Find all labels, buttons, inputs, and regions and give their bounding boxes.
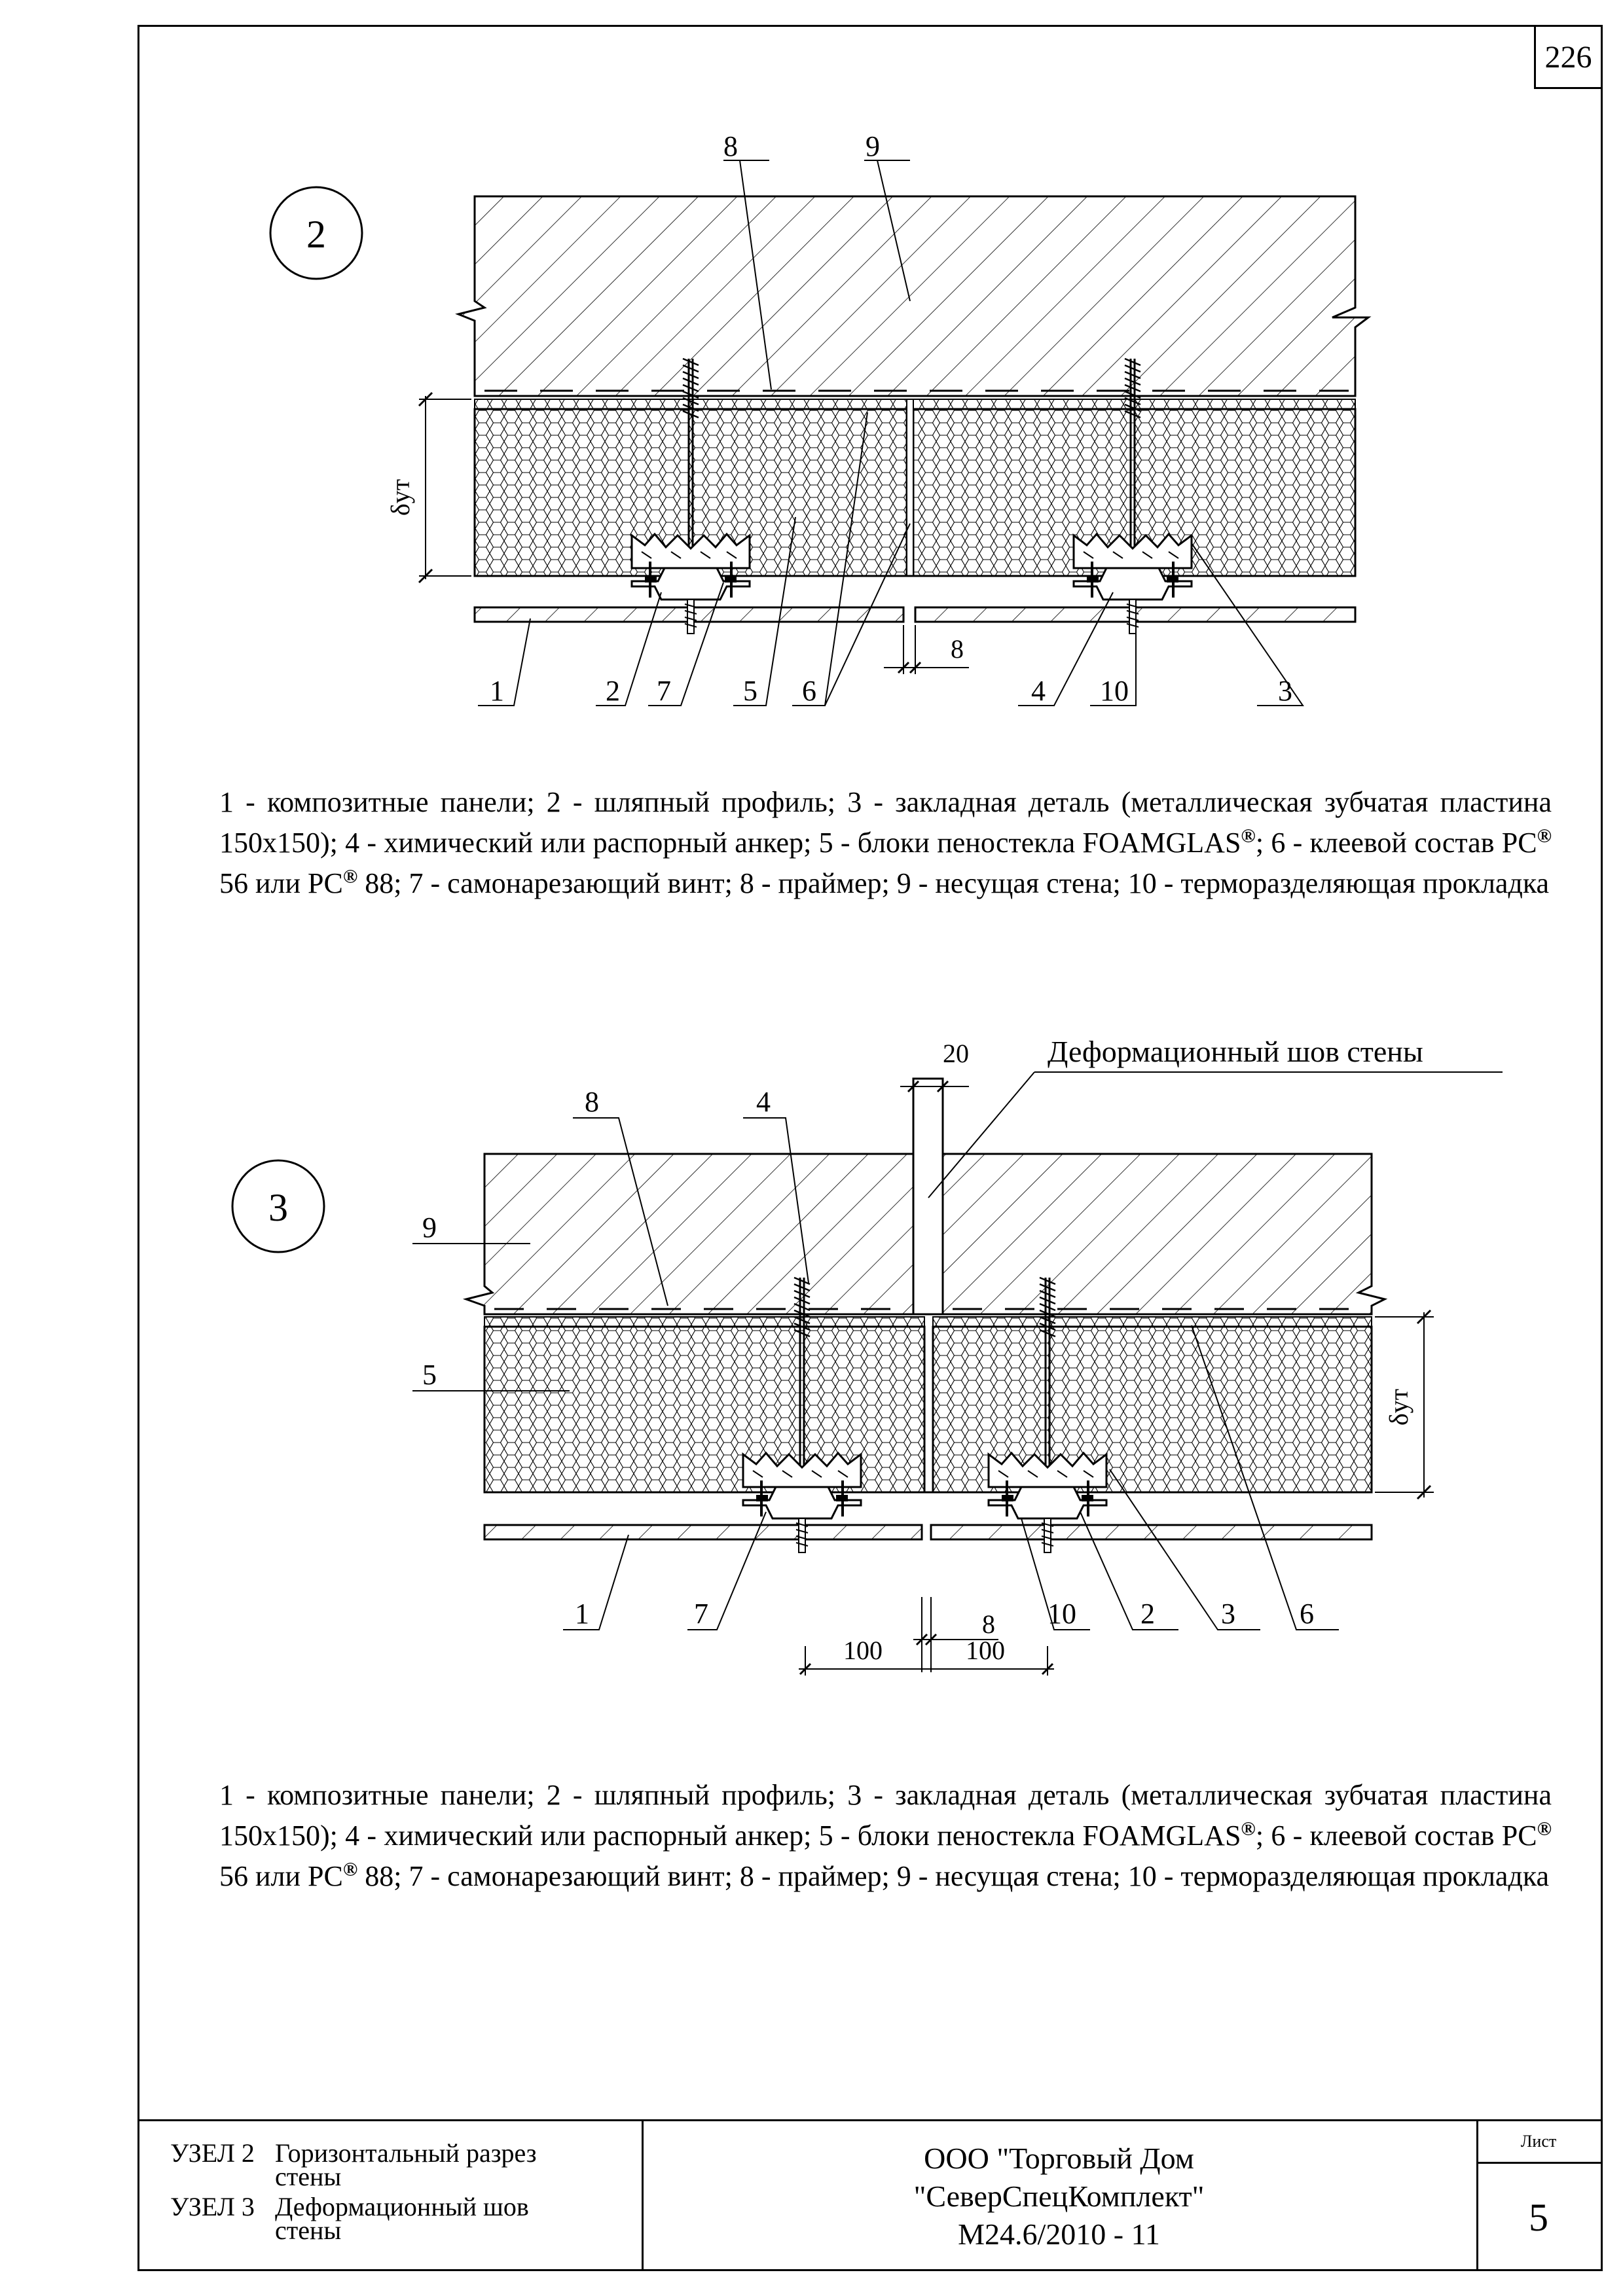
node3-section: [232, 1035, 1503, 1676]
node2-callout-8: 8: [723, 130, 738, 162]
node2-key: УЗЕЛ 2: [170, 2138, 255, 2168]
node3-callout-5: 5: [422, 1359, 437, 1391]
node3-composite-panel: [484, 1525, 922, 1539]
node2-callout-7: 7: [657, 675, 671, 707]
registered-mark: ®: [1241, 825, 1256, 847]
registered-mark: ®: [1537, 825, 1552, 847]
node2-callout-10: 10: [1100, 675, 1129, 707]
node2-title-a: Горизонтальный разрез: [275, 2138, 537, 2168]
node3-adhesive: [933, 1317, 1372, 1327]
node2-legend-part1: 1 - композитные панели; 2 - шляпный профиль; 3 - закладная деталь (металлическая зубчатая пластина 150х150); 4 - химический или распорный анкер; 5 - блоки пеностекла FOAMGLAS: [219, 786, 1552, 859]
node3-key: УЗЕЛ 3: [170, 2192, 255, 2221]
node2-legend-part4: 88; 7 - самонарезающий винт; 8 - праймер; 9 - несущая стена; 10 - терморазделяющая прокладка: [357, 867, 1550, 899]
node3-marker-label: 3: [268, 1186, 288, 1229]
registered-mark: ®: [1537, 1818, 1552, 1840]
node2-section: [270, 130, 1368, 707]
node2-legend-part3: 56 или PC: [219, 867, 343, 899]
node2-callout-3: 3: [1278, 675, 1292, 707]
node2-callout-2: 2: [606, 675, 620, 707]
node3-title-a: Деформационный шов: [275, 2192, 529, 2221]
node2-load-bearing-wall: [458, 196, 1368, 396]
node3-gap-label: 8: [982, 1609, 995, 1639]
node2-legend-part2: ; 6 - клеевой состав PC: [1255, 827, 1537, 859]
node3-callout-8: 8: [585, 1086, 599, 1118]
node3-legend: [219, 1775, 1552, 1897]
node2-callout-9: 9: [866, 130, 880, 162]
node2-callout-1: 1: [490, 675, 504, 707]
node2-block-joint: [907, 399, 913, 576]
document-code: М24.6/2010 - 11: [958, 2217, 1160, 2251]
registered-mark: ®: [342, 865, 358, 888]
node2-marker-label: 2: [306, 213, 326, 256]
node3-dim-right: 100: [966, 1636, 1005, 1665]
node3-callout-9: 9: [422, 1211, 437, 1244]
node3-legend-part1: 1 - композитные панели; 2 - шляпный профиль; 3 - закладная деталь (металлическая зубчатая пластина 150х150); 4 - химический или распорный анкер; 5 - блоки пеностекла FOAMGLAS: [219, 1779, 1552, 1852]
node3-joint-width: 20: [943, 1039, 969, 1068]
node3-legend-part4: 88; 7 - самонарезающий винт; 8 - праймер; 9 - несущая стена; 10 - терморазделяющая прокладка: [357, 1860, 1550, 1892]
node3-title-b: стены: [275, 2215, 342, 2245]
node3-callout-4: 4: [756, 1086, 771, 1118]
node3-callout-7: 7: [694, 1598, 708, 1630]
node3-dim-left: 100: [843, 1636, 883, 1665]
org-line-2: "СеверСпецКомплект": [913, 2179, 1205, 2213]
node2-callout-4: 4: [1031, 675, 1046, 707]
node2-callout-6: 6: [802, 675, 816, 707]
node2-legend: [219, 782, 1552, 904]
node3-load-bearing-wall: [466, 1154, 913, 1314]
page-number: 226: [1534, 25, 1603, 89]
node2-adhesive: [475, 399, 1355, 409]
node2-thickness-label: δут: [386, 478, 415, 516]
node3-callout-10: 10: [1048, 1598, 1076, 1630]
node3-callout-3: 3: [1221, 1598, 1235, 1630]
node2-callout-5: 5: [743, 675, 757, 707]
org-line-1: ООО "Торговый Дом: [924, 2141, 1194, 2175]
title-block: [137, 2119, 1603, 2271]
node2-gap-label: 8: [951, 634, 964, 664]
node3-callout-6: 6: [1300, 1598, 1314, 1630]
node3-legend-part2: ; 6 - клеевой состав PC: [1255, 1820, 1537, 1852]
registered-mark: ®: [1241, 1818, 1256, 1840]
node3-joint-title: Деформационный шов стены: [1048, 1035, 1423, 1068]
node3-callout-2: 2: [1140, 1598, 1155, 1630]
node2-title-b: стены: [275, 2162, 342, 2191]
sheet-label: Лист: [1476, 2121, 1601, 2164]
node3-legend-part3: 56 или PC: [219, 1860, 343, 1892]
node3-thickness-label: δут: [1384, 1388, 1413, 1426]
title-block-organization: [642, 2121, 1478, 2271]
title-block-sheet: [1476, 2121, 1601, 2271]
registered-mark: ®: [342, 1858, 358, 1880]
node3-callout-1: 1: [575, 1598, 589, 1630]
node3-load-bearing-wall: [943, 1154, 1385, 1314]
node3-expansion-joint: [913, 1079, 943, 1314]
sheet-number: 5: [1529, 2195, 1548, 2239]
title-block-nodes: [137, 2121, 644, 2271]
node3-adhesive: [484, 1317, 924, 1327]
